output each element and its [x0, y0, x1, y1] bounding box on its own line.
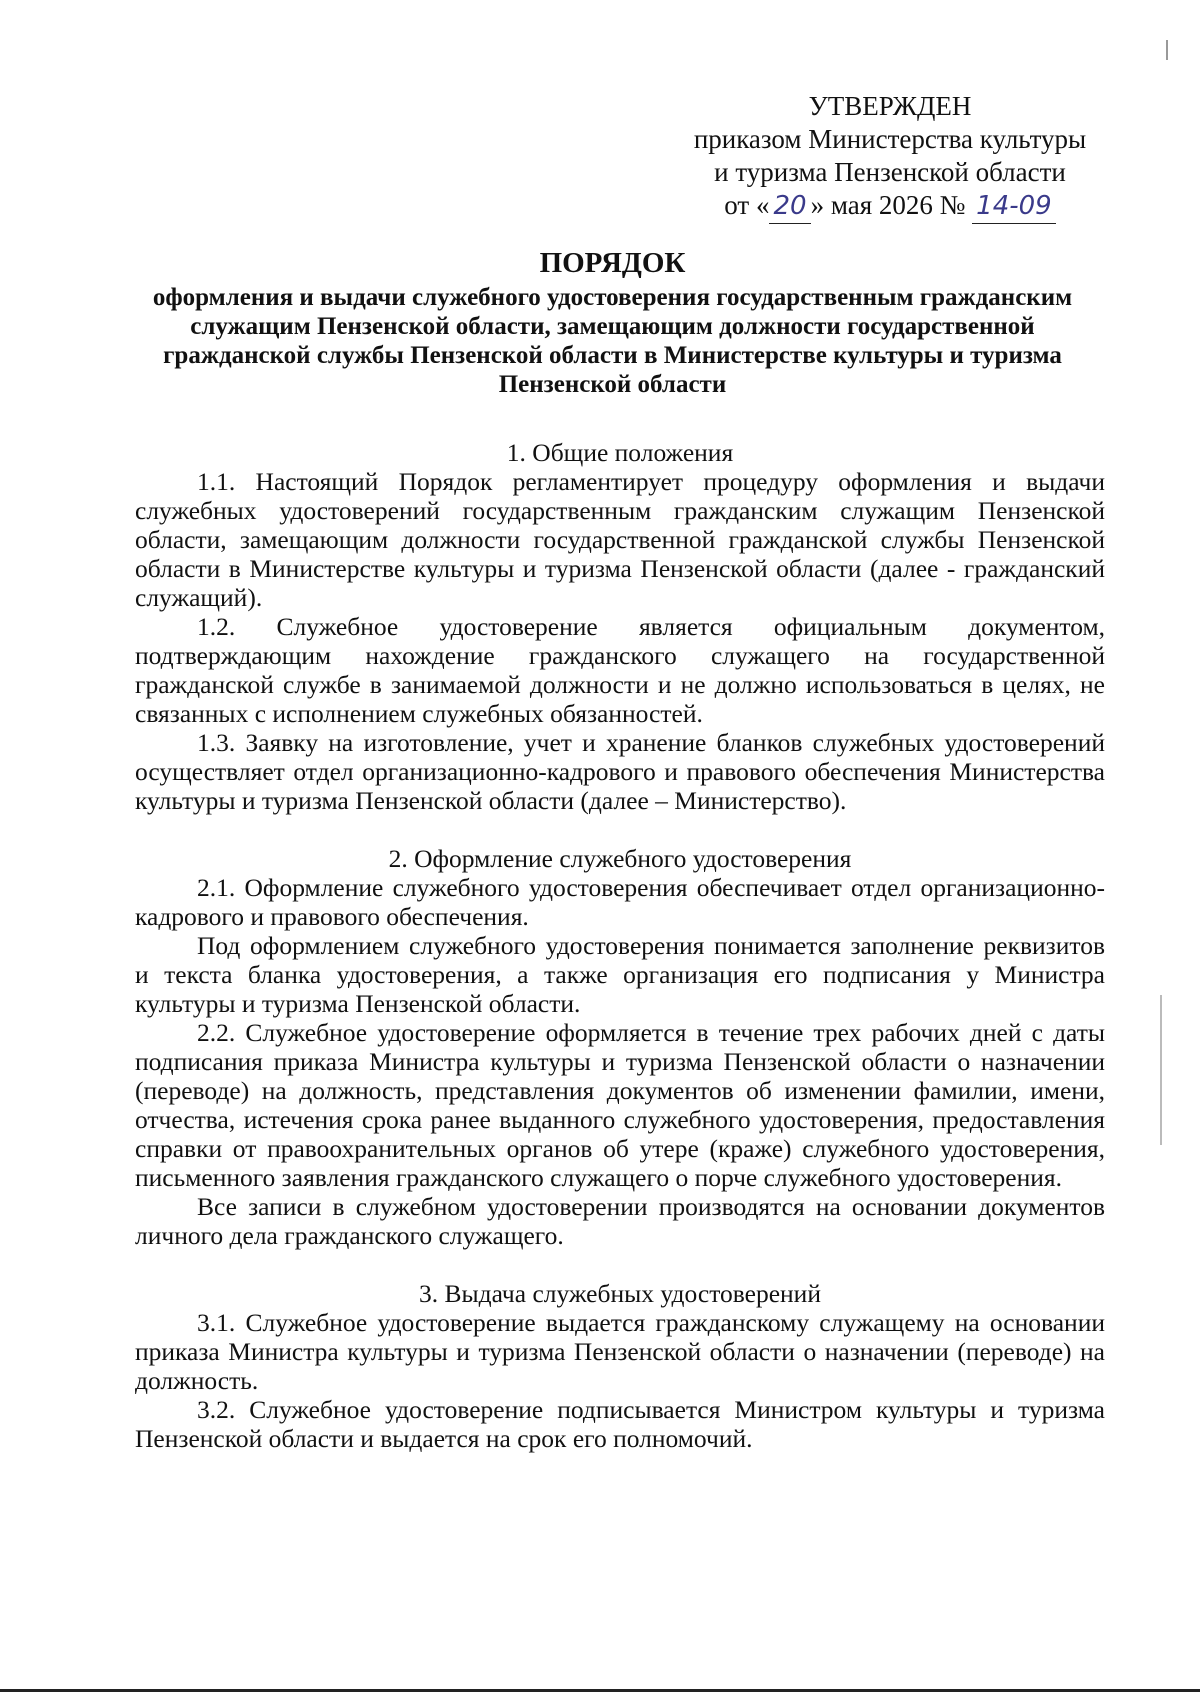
document-title: ПОРЯДОК: [539, 247, 686, 279]
approval-stamp: [660, 90, 1120, 224]
date-middle: » мая 2026 №: [810, 190, 966, 220]
handwritten-order-number: 14-09: [972, 190, 1056, 224]
paragraph: 2.1. Оформление служебного удостоверения обеспечивает отдел организационно-кадрового и правового обеспечения.: [135, 873, 1105, 931]
approval-line-3: и туризма Пензенской области: [714, 157, 1066, 187]
section-heading: 3. Выдача служебных удостоверений: [419, 1279, 821, 1308]
section-spacer: [135, 1250, 1105, 1279]
section-heading: 1. Общие положения: [506, 438, 734, 467]
document-subtitle: оформления и выдачи служебного удостоверения государственным гражданским служащим Пензенской области, замещающим должности государственной гражданской службы Пензенской области в Министерстве культуры и туризма Пензенской области: [152, 284, 1073, 398]
document-body: [135, 438, 1105, 1453]
approval-date-line: [660, 189, 1120, 224]
paragraph: 1.1. Настоящий Порядок регламентирует процедуру оформления и выдачи служебных удостоверений государственным гражданским служащим Пензенской области, замещающим должности государственной гражданской службы Пензенской области в Министерстве культуры и туризма Пензенской области (далее - гражданский служащий).: [135, 467, 1105, 612]
paragraph: 1.3. Заявку на изготовление, учет и хранение бланков служебных удостоверений осуществляет отдел организационно-кадрового и правового обеспечения Министерства культуры и туризма Пензенской области (далее – Министерство).: [135, 728, 1105, 815]
paragraph: Под оформлением служебного удостоверения понимается заполнение реквизитов и текста бланка удостоверения, а также организация его подписания у Министра культуры и туризма Пензенской области.: [135, 931, 1105, 1018]
paragraph: 1.2. Служебное удостоверение является официальным документом, подтверждающим нахождение гражданского служащего на государственной гражданской службе в занимаемой должности и не должно использоваться в целях, не связанных с исполнением служебных обязанностей.: [135, 612, 1105, 728]
paragraph: 3.1. Служебное удостоверение выдается гражданскому служащему на основании приказа Министра культуры и туризма Пензенской области о назначении (переводе) на должность.: [135, 1308, 1105, 1395]
section-heading: 2. Оформление служебного удостоверения: [388, 844, 852, 873]
scan-artifact-top: [1166, 40, 1168, 60]
approval-title: УТВЕРЖДЕН: [808, 91, 972, 121]
approval-line-2: приказом Министерства культуры: [693, 124, 1087, 154]
handwritten-day: 20: [769, 190, 810, 224]
paragraph: Все записи в служебном удостоверении производятся на основании документов личного дела гражданского служащего.: [135, 1192, 1105, 1250]
scan-artifact-right: [1160, 995, 1162, 1145]
paragraph: 3.2. Служебное удостоверение подписывается Министром культуры и туризма Пензенской области и выдается на срок его полномочий.: [135, 1395, 1105, 1453]
section-spacer: [135, 815, 1105, 844]
page-bottom-edge: [0, 1689, 1200, 1692]
paragraph: 2.2. Служебное удостоверение оформляется в течение трех рабочих дней с даты подписания приказа Министра культуры и туризма Пензенской области о назначении (переводе) на должность, представления документов об изменении фамилии, имени, отчества, истечения срока ранее выданного служебного удостоверения, предоставления справки от правоохранительных органов об утере (краже) служебного удостоверения, письменного заявления гражданского служащего о порче служебного удостоверения.: [135, 1018, 1105, 1192]
date-prefix: от «: [724, 190, 770, 220]
document-title-block: [135, 245, 1090, 399]
